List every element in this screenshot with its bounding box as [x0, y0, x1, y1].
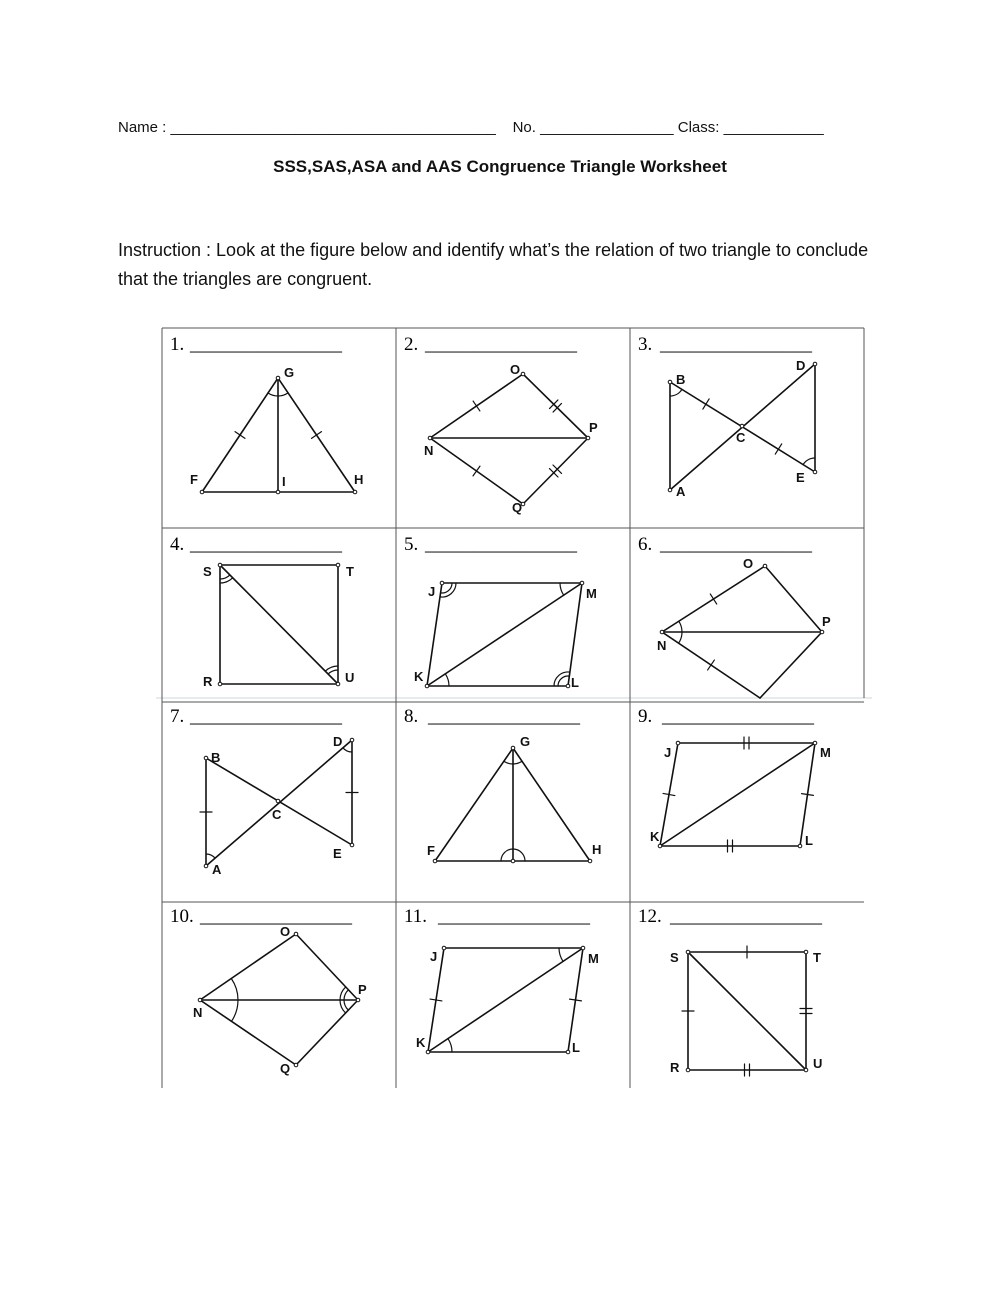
- congruence-tick: [775, 444, 781, 454]
- problem-number-8: 8.: [404, 706, 419, 727]
- problem-number-10: 10.: [170, 906, 194, 927]
- vertex-label: O: [510, 362, 521, 377]
- problem-number-1: 1.: [170, 334, 185, 355]
- vertex-label: O: [280, 924, 291, 939]
- angle-arc: [670, 389, 682, 396]
- figure-segment: [435, 748, 513, 861]
- answer-blank-10[interactable]: ________________: [200, 906, 352, 927]
- vertex-label: T: [813, 950, 821, 965]
- figure-segment: [513, 748, 590, 861]
- vertex-label: P: [589, 420, 598, 435]
- vertex-label: I: [282, 474, 286, 489]
- vertex-point: [294, 932, 298, 936]
- angle-arc: [501, 849, 513, 861]
- vertex-label: D: [796, 358, 806, 373]
- vertex-point: [198, 998, 202, 1002]
- vertex-point: [350, 843, 354, 847]
- answer-blank-1[interactable]: ________________: [190, 334, 342, 355]
- figure-segment: [523, 374, 588, 438]
- vertex-point: [686, 1068, 690, 1072]
- angle-arc: [513, 849, 525, 861]
- vertex-label: K: [416, 1035, 426, 1050]
- vertex-label: S: [203, 564, 212, 579]
- angle-arc: [803, 458, 815, 465]
- figure-segment: [523, 438, 588, 504]
- figure-segment: [427, 583, 582, 686]
- vertex-label: L: [571, 675, 579, 690]
- congruence-tick: [473, 401, 480, 411]
- answer-blank-4[interactable]: ________________: [190, 534, 342, 555]
- angle-arc: [340, 1000, 346, 1013]
- vertex-point: [294, 1063, 298, 1067]
- angle-arc: [344, 1000, 348, 1010]
- angle-arc: [343, 748, 352, 752]
- angle-arc: [504, 761, 513, 764]
- vertex-label: O: [743, 556, 754, 571]
- class-field[interactable]: ____________: [723, 119, 824, 136]
- vertex-point: [804, 1068, 808, 1072]
- problem-number-5: 5.: [404, 534, 419, 555]
- vertex-point: [813, 362, 817, 366]
- vertex-label: S: [670, 950, 679, 965]
- vertex-point: [276, 490, 280, 494]
- vertex-label: R: [203, 674, 213, 689]
- congruence-tick: [570, 999, 582, 1001]
- vertex-point: [798, 844, 802, 848]
- answer-blank-8[interactable]: ________________: [428, 706, 580, 727]
- problem-number-2: 2.: [404, 334, 419, 355]
- vertex-point: [200, 490, 204, 494]
- figure-segment: [568, 583, 582, 686]
- angle-arc: [445, 674, 449, 686]
- vertex-point: [740, 424, 744, 428]
- vertex-point: [676, 741, 680, 745]
- vertex-point: [566, 684, 570, 688]
- vertex-label: H: [592, 842, 602, 857]
- vertex-point: [686, 950, 690, 954]
- vertex-point: [581, 946, 585, 950]
- vertex-point: [813, 470, 817, 474]
- figure-segment: [688, 952, 806, 1070]
- vertex-label: L: [572, 1040, 580, 1055]
- vertex-point: [668, 488, 672, 492]
- answer-blank-6[interactable]: ________________: [660, 534, 812, 555]
- congruence-tick: [235, 432, 245, 439]
- problem-number-7: 7.: [170, 706, 185, 727]
- vertex-point: [813, 741, 817, 745]
- vertex-label: Q: [280, 1061, 291, 1076]
- vertex-label: N: [193, 1005, 203, 1020]
- angle-arc: [220, 575, 230, 579]
- vertex-label: J: [428, 584, 436, 599]
- problem-number-12: 12.: [638, 906, 662, 927]
- angle-arc: [560, 583, 564, 595]
- vertex-label: M: [586, 586, 597, 601]
- vertex-point: [336, 563, 340, 567]
- angle-arc: [231, 979, 238, 1001]
- figure-segment: [428, 948, 583, 1052]
- vertex-point: [218, 563, 222, 567]
- vertex-point: [336, 682, 340, 686]
- congruence-tick: [710, 594, 716, 604]
- name-label: Name :: [118, 119, 167, 136]
- vertex-label: M: [820, 745, 831, 760]
- worksheet-title: SSS,SAS,ASA and AAS Congruence Triangle Worksheet: [273, 157, 727, 176]
- vertex-point: [668, 380, 672, 384]
- vertex-label: U: [813, 1056, 823, 1071]
- problem-numbers: [170, 334, 662, 927]
- figure-segment: [220, 565, 338, 684]
- angle-arc: [559, 948, 563, 961]
- vertex-label: P: [822, 614, 831, 629]
- vertex-point: [428, 436, 432, 440]
- vertex-point: [276, 799, 280, 803]
- vertex-point: [353, 490, 357, 494]
- vertex-label: K: [414, 669, 424, 684]
- vertex-point: [658, 844, 662, 848]
- vertex-point: [425, 684, 429, 688]
- vertex-label: J: [664, 745, 672, 760]
- vertex-label: C: [272, 807, 282, 822]
- vertex-label: N: [657, 638, 667, 653]
- congruence-tick: [802, 794, 814, 796]
- number-field[interactable]: ________________: [540, 119, 674, 136]
- vertex-label: M: [588, 951, 599, 966]
- vertex-label: N: [424, 443, 434, 458]
- vertex-point: [511, 746, 515, 750]
- vertex-label: B: [676, 372, 686, 387]
- vertex-point: [804, 950, 808, 954]
- problem-number-11: 11.: [404, 906, 428, 927]
- vertex-label: T: [346, 564, 354, 579]
- vertex-label: C: [736, 430, 746, 445]
- angle-arc: [513, 761, 522, 764]
- answer-blank-2[interactable]: ________________: [425, 334, 577, 355]
- vertex-point: [660, 630, 664, 634]
- angle-arc: [679, 621, 682, 632]
- vertex-label: E: [333, 846, 342, 861]
- vertex-label: G: [284, 365, 295, 380]
- congruence-tick: [473, 466, 480, 476]
- figure-segment: [200, 1000, 296, 1065]
- vertex-point: [763, 564, 767, 568]
- answer-blank-7[interactable]: ________________: [190, 706, 342, 727]
- vertex-label: G: [520, 734, 531, 749]
- vertex-point: [820, 630, 824, 634]
- vertex-point: [350, 738, 354, 742]
- vertex-point: [521, 372, 525, 376]
- number-label: No.: [512, 119, 536, 136]
- vertex-label: F: [190, 472, 198, 487]
- angle-arc: [679, 632, 682, 643]
- vertex-label: J: [430, 949, 438, 964]
- vertex-point: [440, 581, 444, 585]
- vertex-label: F: [427, 843, 435, 858]
- figure-segment: [660, 743, 815, 846]
- problem-number-6: 6.: [638, 534, 653, 555]
- vertex-label: H: [354, 472, 364, 487]
- vertex-point: [580, 581, 584, 585]
- instruction-text: Instruction : Look at the figure below and identify what’s the relation of two triangle to conclude that the triangles are congruent.: [118, 240, 869, 289]
- answer-blank-3[interactable]: ________________: [660, 334, 812, 355]
- angle-arc: [232, 1000, 239, 1021]
- problem-number-9: 9.: [638, 706, 653, 727]
- vertex-label: B: [211, 750, 221, 765]
- angle-arc: [344, 990, 348, 1000]
- angle-arc: [448, 1039, 452, 1052]
- vertex-point: [433, 859, 437, 863]
- vertex-label: R: [670, 1060, 680, 1075]
- class-label: Class:: [677, 119, 720, 136]
- vertex-point: [426, 1050, 430, 1054]
- answer-blank-5[interactable]: ________________: [425, 534, 577, 555]
- vertex-point: [276, 376, 280, 380]
- vertex-point: [442, 946, 446, 950]
- answer-blank-11[interactable]: ________________: [438, 906, 590, 927]
- vertex-point: [218, 682, 222, 686]
- name-field[interactable]: _______________________________________: [170, 119, 496, 136]
- vertex-label: P: [358, 982, 367, 997]
- figure-segment: [200, 934, 296, 1000]
- vertex-label: A: [212, 862, 222, 877]
- vertex-point: [586, 436, 590, 440]
- problem-number-3: 3.: [638, 334, 653, 355]
- angle-arc: [206, 854, 215, 858]
- vertex-label: A: [676, 484, 686, 499]
- vertex-point: [511, 859, 515, 863]
- congruence-tick: [312, 432, 322, 439]
- vertex-point: [204, 864, 208, 868]
- vertex-point: [566, 1050, 570, 1054]
- vertex-label: L: [805, 833, 813, 848]
- figure-segment: [765, 566, 822, 632]
- vertex-label: U: [345, 670, 355, 685]
- vertex-label: Q: [512, 500, 523, 515]
- figure-segment: [760, 632, 822, 698]
- vertex-label: D: [333, 734, 343, 749]
- congruence-tick: [703, 399, 709, 409]
- vertex-label: K: [650, 829, 660, 844]
- vertex-point: [588, 859, 592, 863]
- problem-number-4: 4.: [170, 534, 185, 555]
- vertex-label: E: [796, 470, 805, 485]
- angle-arc: [328, 670, 338, 674]
- vertex-point: [356, 998, 360, 1002]
- vertex-point: [204, 756, 208, 760]
- answer-blank-12[interactable]: ________________: [670, 906, 822, 927]
- answer-blank-9[interactable]: ________________: [662, 706, 814, 727]
- congruence-tick: [708, 660, 715, 670]
- angle-arc: [340, 987, 346, 1000]
